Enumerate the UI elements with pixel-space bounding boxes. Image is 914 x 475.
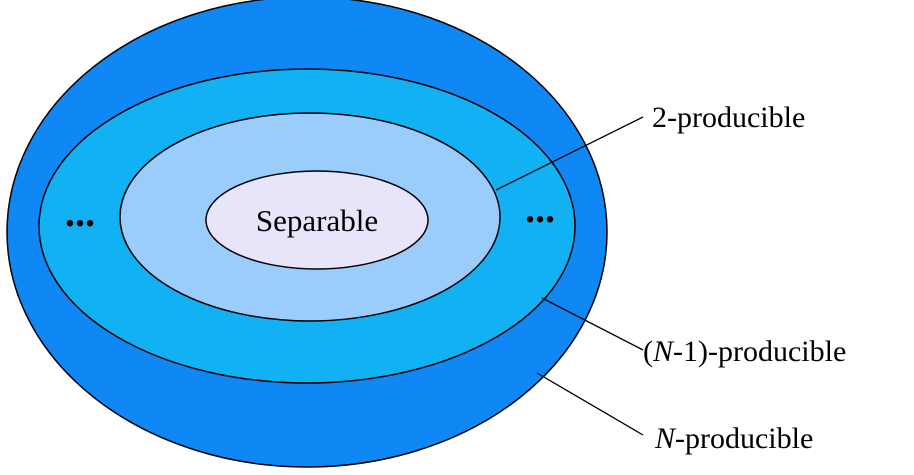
label-n-producible (654, 422, 813, 455)
label-n-var: N (655, 422, 676, 455)
label-n-minus-1-rest: -1)-producible (673, 335, 847, 368)
leader-line-n-producible (537, 373, 643, 435)
label-n-minus-1-producible (643, 335, 846, 368)
label-n-minus-1-paren: ( (643, 335, 653, 368)
right-ellipsis: ... (525, 186, 555, 231)
separable-label: Separable (255, 203, 379, 238)
label-n-rest: -producible (675, 422, 814, 455)
label-n-minus-1-var: N (653, 335, 674, 368)
label-2-producible: 2-producible (652, 101, 806, 134)
left-ellipsis: ... (65, 190, 95, 235)
